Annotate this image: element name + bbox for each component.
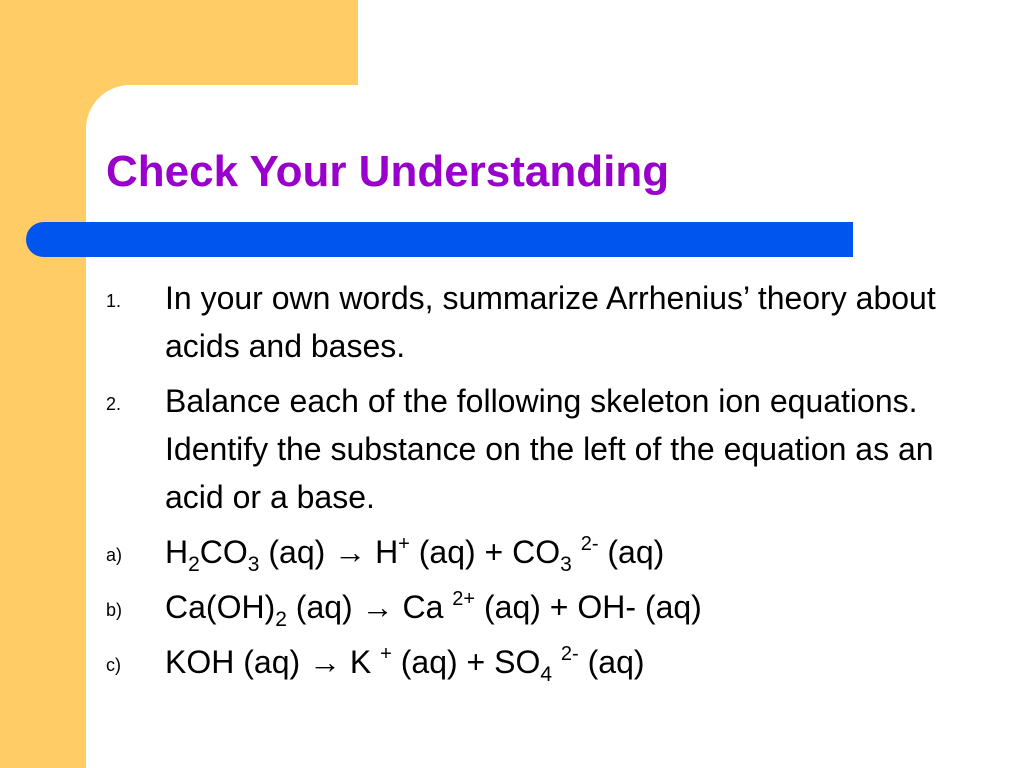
chemical-equation-a bbox=[165, 533, 665, 576]
list-marker: 2. bbox=[106, 394, 122, 414]
equation-text: (aq) bbox=[598, 534, 665, 570]
superscript: 2- bbox=[580, 533, 599, 555]
subscript: 2 bbox=[275, 608, 287, 631]
equation-text: (aq) bbox=[578, 644, 645, 680]
equation-text: H bbox=[165, 534, 189, 570]
equation-text: (aq) + OH- (aq) bbox=[475, 589, 702, 625]
equation-text: (aq) + CO bbox=[409, 534, 561, 570]
superscript: 2+ bbox=[452, 588, 476, 610]
subscript: 3 bbox=[560, 553, 572, 576]
title-underline-bar bbox=[26, 222, 853, 257]
superscript: 2- bbox=[560, 643, 579, 665]
list-item-b bbox=[106, 583, 986, 631]
list-item-text: In your own words, summarize Arrhenius’ theory about acids and bases. bbox=[165, 280, 936, 364]
chemical-equation-b bbox=[165, 588, 702, 631]
list-item-text: Balance each of the following skeleton ion equations. Identify the substance on the left of the equation as an acid or a base. bbox=[165, 383, 934, 515]
superscript: + bbox=[398, 533, 410, 555]
equation-text: Ca(OH) bbox=[165, 589, 276, 625]
equation-text bbox=[552, 644, 561, 680]
equation-text: KOH (aq) → K bbox=[165, 644, 381, 680]
chemical-equation-c bbox=[165, 643, 645, 686]
subscript: 3 bbox=[247, 553, 260, 576]
equation-text: (aq) → Ca bbox=[286, 589, 453, 625]
subscript: 2 bbox=[188, 553, 200, 576]
list-marker: a) bbox=[106, 545, 123, 565]
list-marker: c) bbox=[106, 655, 121, 675]
superscript: + bbox=[380, 643, 392, 665]
equation-text: CO bbox=[199, 534, 248, 570]
list-item-c bbox=[106, 638, 986, 686]
list-marker: b) bbox=[106, 600, 123, 620]
slide-title: Check Your Understanding bbox=[106, 147, 670, 196]
subscript: 4 bbox=[540, 663, 553, 686]
list-item-a bbox=[106, 528, 986, 576]
equation-text bbox=[572, 534, 581, 570]
list-item-1 bbox=[106, 274, 986, 370]
list-marker: 1. bbox=[106, 291, 122, 311]
equation-text: (aq) + SO bbox=[391, 644, 541, 680]
equation-text: (aq) → H bbox=[259, 534, 399, 570]
content-list bbox=[106, 274, 986, 693]
list-item-2 bbox=[106, 377, 986, 521]
